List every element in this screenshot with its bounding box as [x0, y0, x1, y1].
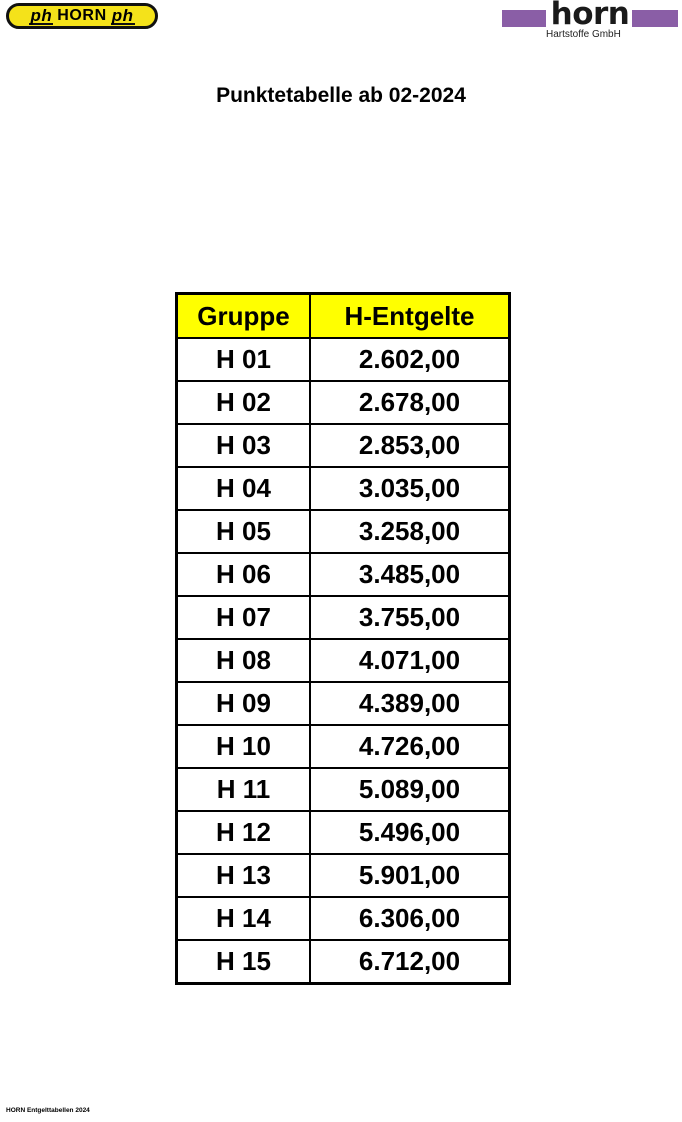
group-cell: H 11	[177, 768, 311, 811]
h-entgelt-cell: 3.035,00	[310, 467, 510, 510]
h-entgelt-cell: 3.485,00	[310, 553, 510, 596]
group-cell: H 06	[177, 553, 311, 596]
logo-right-subtitle: Hartstoffe GmbH	[546, 29, 621, 40]
table-row	[177, 553, 510, 596]
group-cell: H 04	[177, 467, 311, 510]
group-cell: H 01	[177, 338, 311, 381]
h-entgelt-cell: 5.089,00	[310, 768, 510, 811]
page-title: Punktetabelle ab 02-2024	[216, 84, 466, 107]
table-row	[177, 338, 510, 381]
table-row	[177, 940, 510, 984]
h-entgelt-cell: 3.755,00	[310, 596, 510, 639]
logo-right-wordmark: horn	[550, 0, 630, 32]
group-cell: H 13	[177, 854, 311, 897]
group-cell: H 08	[177, 639, 311, 682]
table-header-row	[177, 294, 510, 339]
table-row	[177, 381, 510, 424]
column-header-group: Gruppe	[177, 294, 311, 339]
points-table	[175, 292, 511, 985]
table-row	[177, 854, 510, 897]
footer-text: HORN Entgelttabellen 2024	[6, 1107, 90, 1114]
h-entgelt-cell: 2.853,00	[310, 424, 510, 467]
group-cell: H 14	[177, 897, 311, 940]
table-row	[177, 811, 510, 854]
table-row	[177, 596, 510, 639]
logo-left-suffix: ph	[111, 5, 134, 25]
h-entgelt-cell: 3.258,00	[310, 510, 510, 553]
group-cell: H 07	[177, 596, 311, 639]
table-row	[177, 682, 510, 725]
column-header-h-entgelte: H-Entgelte	[310, 294, 510, 339]
table-row	[177, 510, 510, 553]
logo-left-prefix: ph	[30, 5, 53, 25]
h-entgelt-cell: 4.726,00	[310, 725, 510, 768]
table-row	[177, 467, 510, 510]
horn-hartstoffe-logo	[502, 2, 680, 44]
logo-bar-left	[502, 10, 546, 27]
group-cell: H 10	[177, 725, 311, 768]
table-row	[177, 897, 510, 940]
h-entgelt-cell: 4.389,00	[310, 682, 510, 725]
h-entgelt-cell: 6.712,00	[310, 940, 510, 984]
h-entgelt-cell: 5.901,00	[310, 854, 510, 897]
table-body	[177, 338, 510, 984]
h-entgelt-cell: 2.602,00	[310, 338, 510, 381]
group-cell: H 03	[177, 424, 311, 467]
group-cell: H 05	[177, 510, 311, 553]
logo-bar-right	[632, 10, 678, 27]
table-row	[177, 768, 510, 811]
h-entgelt-cell: 2.678,00	[310, 381, 510, 424]
logo-left-name: HORN	[57, 7, 107, 24]
table-row	[177, 424, 510, 467]
table-row	[177, 639, 510, 682]
h-entgelt-cell: 6.306,00	[310, 897, 510, 940]
group-cell: H 15	[177, 940, 311, 984]
group-cell: H 02	[177, 381, 311, 424]
h-entgelt-cell: 5.496,00	[310, 811, 510, 854]
group-cell: H 09	[177, 682, 311, 725]
h-entgelt-cell: 4.071,00	[310, 639, 510, 682]
group-cell: H 12	[177, 811, 311, 854]
table-row	[177, 725, 510, 768]
ph-horn-logo	[6, 3, 158, 29]
